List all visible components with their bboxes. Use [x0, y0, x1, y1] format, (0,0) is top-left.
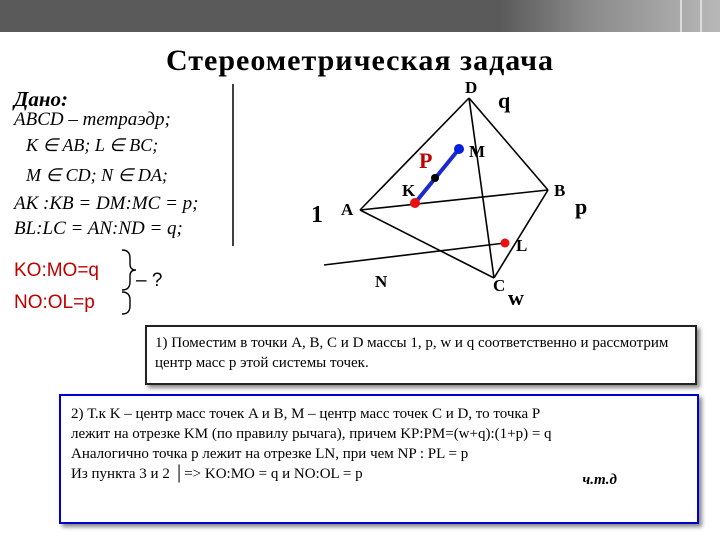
given-ratio-q: BL:LC = AN:ND = q; — [14, 218, 183, 239]
label-c: C — [493, 276, 506, 295]
step2-line-1: 2) Т.к K – центр масс точек A и B, M – центр масс точек C и D, то точка P — [71, 406, 541, 422]
given-ratio-p: AK :KB = DM:MC = p; — [14, 193, 199, 214]
label-one: 1 — [311, 202, 323, 228]
label-b: B — [554, 181, 566, 200]
label-n: N — [375, 272, 388, 291]
label-w: w — [508, 285, 524, 310]
step2-box — [59, 394, 699, 524]
edge-dc — [469, 98, 494, 278]
find-brace-top — [122, 250, 136, 290]
point-l — [501, 239, 510, 248]
label-d: D — [465, 78, 478, 97]
edge-ab — [360, 190, 548, 210]
step2-line-3: Аналогично точка p лежит на отрезке LN, при чем NP : PL = p — [71, 446, 469, 462]
slide-title: Стереометрическая задача — [166, 44, 554, 77]
qed-label: ч.т.д — [582, 472, 617, 488]
given-membership-2: M ∈ CD; N ∈ DA; — [26, 165, 168, 185]
label-a: A — [341, 200, 354, 219]
given-tetrahedron: ABCD – тетраэдр; — [14, 109, 171, 130]
segment-nl — [324, 243, 505, 265]
point-p — [431, 174, 439, 182]
label-m: M — [469, 142, 486, 161]
label-p: P — [419, 148, 433, 173]
find-ko-mo: KO:MO=q — [14, 260, 99, 281]
step2-line-4: Из пункта 3 и 2 │=> KO:MO = q и NO:OL = p — [71, 466, 363, 482]
step1-box — [145, 325, 697, 385]
label-p-b: p — [575, 194, 588, 219]
step1-text: 1) Поместим в точки A, B, C и D массы 1, p, w и q соответственно и рассмотрим центр масс p этой системы точек. — [155, 335, 669, 371]
edge-ac — [360, 210, 494, 278]
label-k: K — [402, 181, 416, 200]
edge-bc — [494, 190, 548, 278]
given-membership-1: K ∈ AB; L ∈ BC; — [26, 135, 159, 155]
label-l: L — [516, 236, 528, 255]
find-brace-bottom — [122, 292, 130, 314]
find-no-ol: NO:OL=p — [14, 292, 95, 313]
label-q: q — [498, 88, 511, 113]
step2-line-2: лежит на отрезке KM (по правилу рычага), причем KP:PM=(w+q):(1+p) = q — [71, 426, 552, 442]
given-label: Дано: — [14, 87, 68, 111]
find-question: – ? — [136, 270, 163, 291]
point-m — [454, 144, 464, 154]
